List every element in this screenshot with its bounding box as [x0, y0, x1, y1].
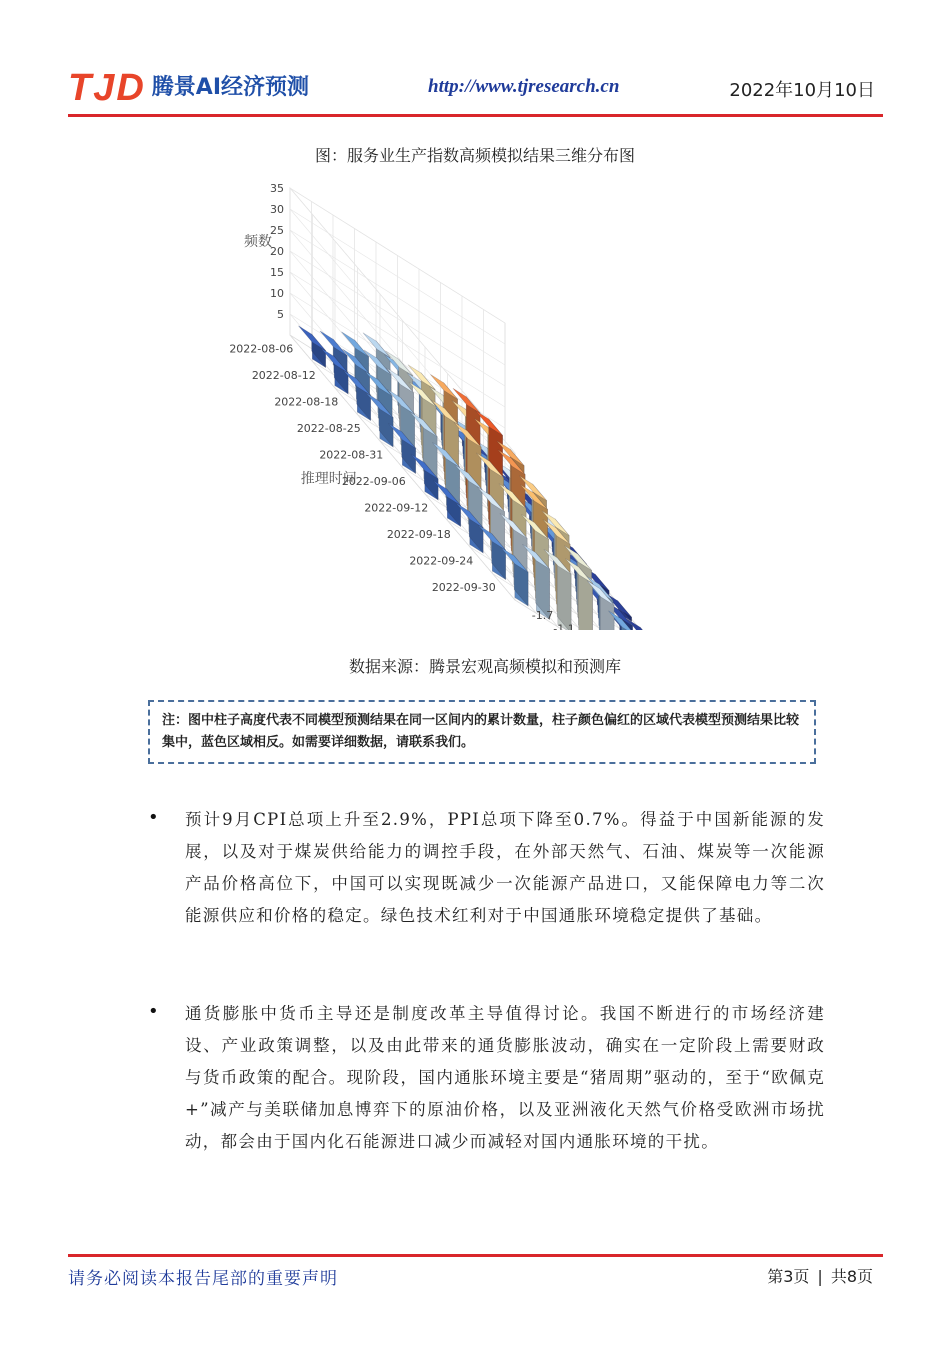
time-tick-label: 2022-08-18	[274, 395, 339, 409]
logo-mark: TJD	[68, 67, 146, 109]
interval-tick-label: -1.1	[553, 622, 575, 630]
bullet-text: 预计9月CPI总项上升至2.9%，PPI总项下降至0.7%。得益于中国新能源的发展，以及对于煤炭供给能力的调控手段，在外部天然气、石油、煤炭等一次能源产品价格高位下，中国可以实现既减少一次能源产品进口，又能保障电力等二次能源供应和价格的稳定。绿色技术红利对于中国通胀环境稳定提供了基础。	[185, 810, 825, 925]
page-separator: |	[817, 1267, 823, 1286]
report-date: 2022年10月10日	[729, 80, 875, 101]
time-tick-label: 2022-09-12	[364, 501, 429, 515]
current-page: 第3页	[767, 1267, 810, 1286]
page-counter	[767, 1264, 873, 1287]
website-link[interactable]: http://www.tjresearch.cn	[428, 76, 620, 97]
footer-disclaimer: 请务必阅读本报告尾部的重要声明	[68, 1269, 338, 1289]
interval-tick-label: -1.7	[531, 608, 554, 622]
z-tick-label: 20	[270, 245, 284, 258]
bullet-marker: •	[148, 807, 159, 828]
z-tick-label: 35	[270, 182, 284, 195]
time-tick-label: 2022-09-24	[409, 554, 474, 568]
chart-grid	[290, 188, 730, 630]
time-tick-label: 2022-08-12	[251, 368, 316, 382]
page-header	[68, 60, 883, 118]
time-tick-label: 2022-09-06	[341, 474, 406, 488]
logo-name: 腾景AI经济预测	[151, 75, 310, 100]
z-tick-label: 15	[270, 266, 284, 279]
figure-note: 注：图中柱子高度代表不同模型预测结果在同一区间内的累计数量，柱子颜色偏红的区域代表模型预测结果比较集中，蓝色区域相反。如需要详细数据，请联系我们。	[148, 700, 816, 764]
bullet-marker: •	[148, 1001, 159, 1022]
time-tick-label: 2022-08-06	[229, 342, 294, 356]
total-pages: 共8页	[830, 1267, 873, 1286]
company-logo	[68, 68, 309, 108]
z-tick-label: 30	[270, 203, 284, 216]
time-tick-label: 2022-08-31	[319, 448, 384, 462]
z-tick-label: 10	[270, 287, 284, 300]
z-tick-label: 5	[277, 308, 284, 321]
time-tick-label: 2022-09-18	[386, 527, 451, 541]
chart-3d-distribution	[205, 180, 795, 630]
time-tick-label: 2022-09-30	[431, 580, 496, 594]
header-divider	[68, 114, 883, 117]
figure-title: 图：服务业生产指数高频模拟结果三维分布图	[314, 146, 635, 165]
bullet-text: 通货膨胀中货币主导还是制度改革主导值得讨论。我国不断进行的市场经济建设、产业政策调整，以及由此带来的通货膨胀波动，确实在一定阶段上需要财政与货币政策的配合。现阶段，国内通胀环境主要是“猪周期”驱动的，至于“欧佩克+”减产与美联储加息博弈下的原油价格，以及亚洲液化天然气价格受欧洲市场扰动，都会由于国内化石能源进口减少而减轻对国内通胀环境的干扰。	[185, 1004, 825, 1151]
figure-source: 数据来源：腾景宏观高频模拟和预测库	[348, 657, 621, 676]
time-tick-label: 2022-08-25	[296, 421, 361, 435]
time-axis-title: 推理时间	[300, 470, 357, 487]
footer-divider	[68, 1254, 883, 1257]
chart-svg	[205, 180, 795, 630]
z-tick-label: 25	[270, 224, 284, 237]
z-axis-title: 频数	[244, 234, 272, 251]
